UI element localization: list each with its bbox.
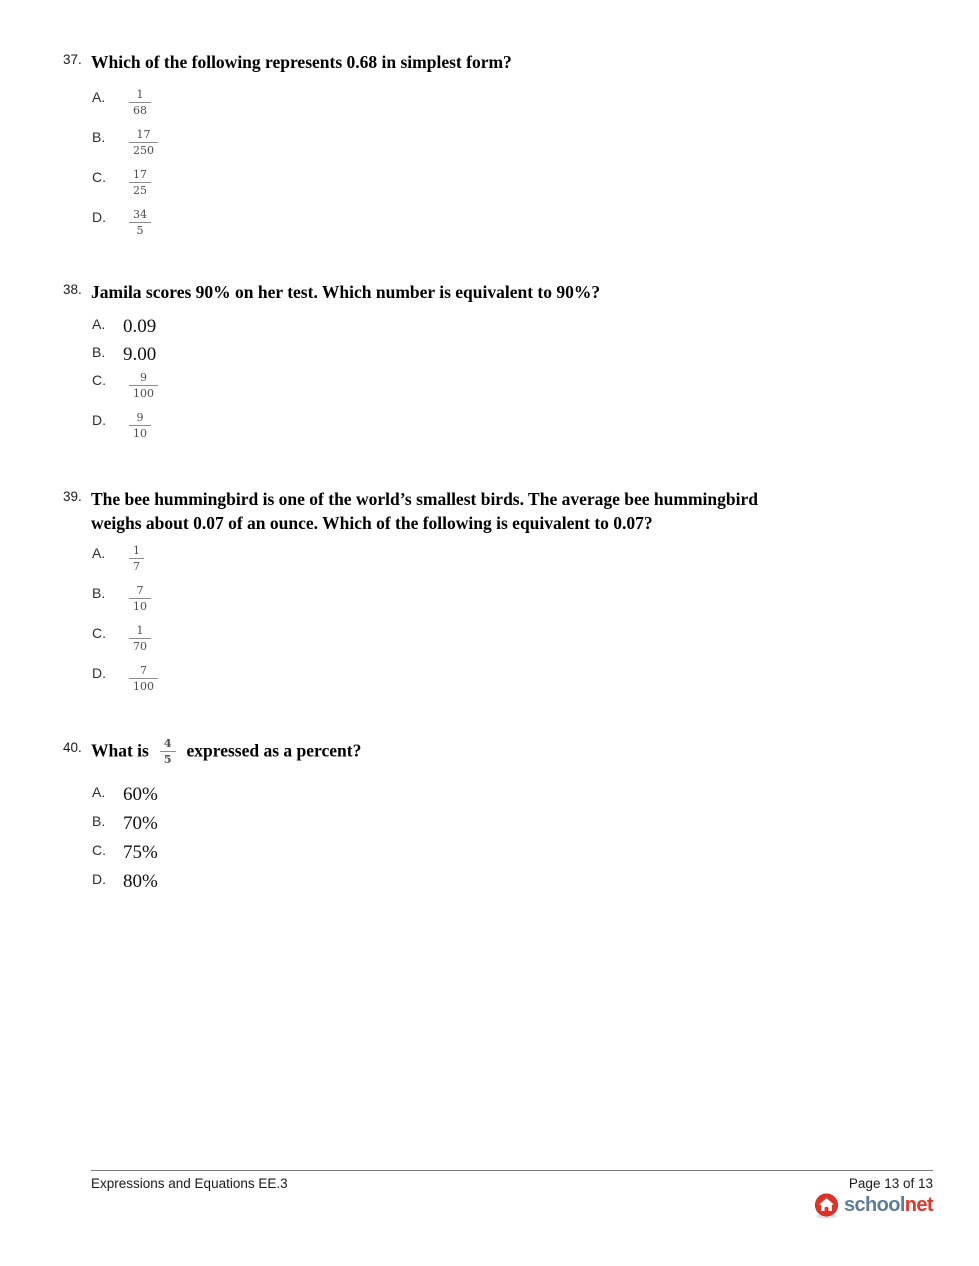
option-row-b [92, 128, 953, 157]
option-row-c [92, 371, 953, 400]
fraction-numerator: 17 [133, 168, 147, 181]
fraction-denominator: 25 [133, 184, 147, 197]
option-row-c [92, 624, 953, 653]
option-value: 75% [123, 842, 158, 863]
option-letter: C. [92, 842, 106, 858]
fraction-denominator: 7 [133, 560, 140, 573]
option-row-d [92, 208, 953, 237]
fraction-bar [129, 102, 151, 103]
fraction-bar [129, 142, 158, 143]
option-row-a [92, 783, 953, 806]
fraction-numerator: 4 [163, 737, 172, 750]
fraction-numerator: 1 [136, 88, 144, 101]
question-text-before: What is [91, 740, 149, 761]
question-header [63, 738, 953, 767]
option-row-a [92, 88, 953, 117]
option-letter: B. [92, 585, 106, 601]
fraction-numerator: 9 [136, 411, 144, 424]
option-row-b [92, 812, 953, 835]
schoolnet-house-icon [813, 1192, 840, 1219]
fraction-numerator: 1 [136, 624, 144, 637]
schoolnet-wordmark [844, 1194, 933, 1217]
fraction [129, 544, 144, 573]
fraction [129, 371, 158, 400]
option-row-c [92, 841, 953, 864]
option-value: 0.09 [123, 316, 157, 337]
footer-section-label: Expressions and Equations EE.3 [91, 1176, 288, 1191]
schoolnet-logo [91, 1192, 933, 1219]
page-footer [91, 1170, 933, 1219]
fraction-bar [129, 182, 151, 183]
fraction-bar [129, 598, 151, 599]
option-letter: D. [92, 871, 106, 887]
fraction [129, 88, 151, 117]
logo-word-net: net [904, 1194, 933, 1216]
fraction [129, 664, 158, 693]
option-row-b [92, 584, 953, 613]
option-letter: C. [92, 169, 106, 185]
option-letter: D. [92, 412, 106, 428]
question-39 [63, 487, 953, 704]
question-40 [63, 738, 953, 899]
option-row-a [92, 315, 953, 338]
fraction-numerator: 17 [136, 128, 151, 141]
option-row-b [92, 343, 953, 366]
fraction-bar [129, 385, 158, 386]
fraction [129, 584, 151, 613]
option-letter: A. [92, 784, 106, 800]
question-text: Jamila scores 90% on her test. Which number is equivalent to 90%? [91, 282, 601, 302]
fraction-denominator: 100 [133, 680, 154, 693]
option-row-a [92, 544, 953, 573]
fraction [129, 128, 158, 157]
logo-word-school: school [843, 1194, 905, 1216]
question-header [63, 280, 953, 304]
fraction-bar [129, 678, 158, 679]
option-value: 70% [123, 813, 158, 834]
question-number: 37. [63, 52, 82, 67]
fraction-bar [160, 751, 176, 752]
option-letter: B. [92, 813, 106, 829]
option-row-d [92, 870, 953, 893]
option-letter: D. [92, 209, 106, 225]
question-number: 38. [63, 282, 82, 297]
fraction-denominator: 10 [133, 600, 147, 613]
fraction-bar [129, 222, 151, 223]
fraction [129, 208, 151, 237]
fraction-denominator: 10 [133, 427, 147, 440]
option-letter: A. [92, 89, 106, 105]
fraction-numerator: 1 [133, 544, 140, 557]
question-number: 39. [63, 489, 82, 504]
fraction [129, 624, 151, 653]
fraction-numerator: 34 [133, 208, 147, 221]
question-38 [63, 280, 953, 451]
option-row-d [92, 411, 953, 440]
question-text: The bee hummingbird is one of the world’s smallest birds. The average bee hummingbird weighs about 0.07 of an ounce. Which of the following is equivalent to 0.07? [91, 489, 758, 533]
option-letter: C. [92, 372, 106, 388]
fraction [129, 411, 151, 440]
fraction-denominator: 5 [163, 753, 172, 766]
option-value: 9.00 [123, 344, 157, 365]
options-list [63, 544, 953, 693]
fraction-bar [129, 558, 144, 559]
question-header [63, 50, 953, 74]
footer-divider [91, 1170, 933, 1171]
option-letter: A. [92, 545, 106, 561]
question-header [63, 487, 953, 535]
fraction-denominator: 68 [133, 104, 147, 117]
fraction-numerator: 7 [140, 664, 147, 677]
option-letter: B. [92, 344, 106, 360]
option-row-d [92, 664, 953, 693]
option-letter: D. [92, 665, 106, 681]
fraction-denominator: 70 [133, 640, 147, 653]
option-letter: C. [92, 625, 106, 641]
question-text [91, 738, 361, 767]
option-row-c [92, 168, 953, 197]
option-value: 60% [123, 784, 158, 805]
inline-fraction [160, 737, 176, 766]
fraction-denominator: 100 [133, 387, 154, 400]
option-value: 80% [123, 871, 158, 892]
question-text: Which of the following represents 0.68 in simplest form? [91, 52, 512, 72]
option-letter: A. [92, 316, 106, 332]
options-list [63, 315, 953, 440]
page-indicator: Page 13 of 13 [848, 1176, 933, 1191]
fraction-bar [129, 425, 151, 426]
options-list [63, 783, 953, 893]
question-number: 40. [63, 740, 82, 755]
fraction [129, 168, 151, 197]
fraction-bar [129, 638, 151, 639]
options-list [63, 88, 953, 237]
option-letter: B. [92, 129, 106, 145]
fraction-denominator: 250 [133, 144, 154, 157]
question-text-after: expressed as a percent? [186, 740, 362, 761]
footer-text-row [91, 1176, 933, 1191]
question-37 [63, 50, 953, 248]
fraction-numerator: 9 [140, 371, 147, 384]
fraction-denominator: 5 [136, 224, 144, 237]
fraction-numerator: 7 [136, 584, 144, 597]
